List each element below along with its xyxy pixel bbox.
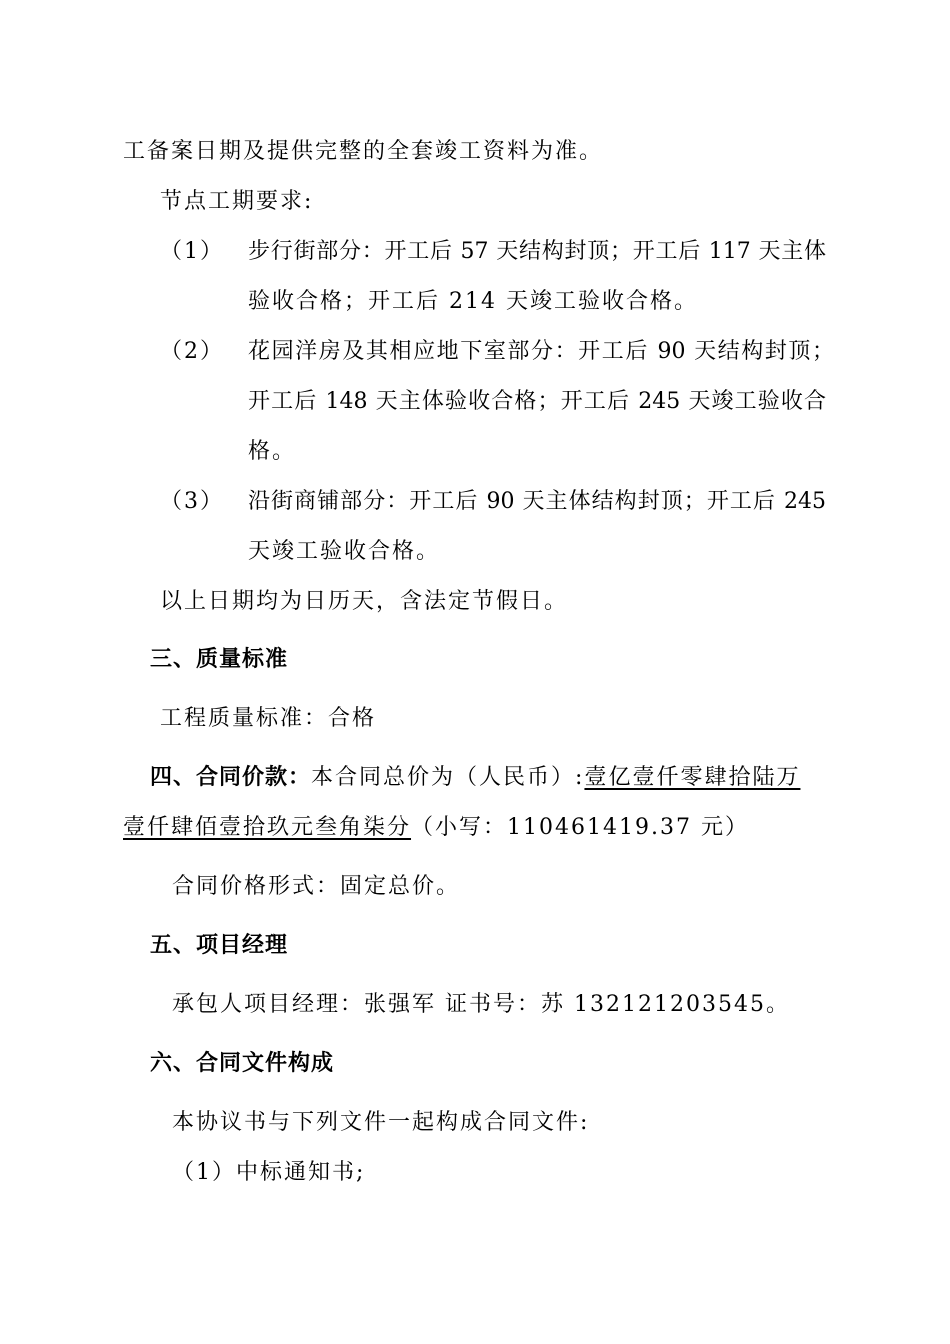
paragraph-milestone-intro: 节点工期要求:	[160, 189, 314, 214]
paragraph-contract-documents: 本协议书与下列文件一起构成合同文件:	[172, 1110, 590, 1135]
heading-contract-price: 四、合同价款：	[150, 765, 312, 790]
milestone-2-line-1: 花园洋房及其相应地下室部分：开工后 90 天结构封顶；	[248, 339, 834, 364]
milestone-2-number: （2）	[160, 339, 224, 364]
paragraph-completion-basis: 工备案日期及提供完整的全套竣工资料为准。	[123, 139, 604, 164]
milestone-3-line-2: 天竣工验收合格。	[248, 539, 441, 564]
milestone-2-line-2: 开工后 148 天主体验收合格；开工后 245 天竣工验收合	[248, 389, 826, 414]
heading-quality-standard: 三、质量标准	[150, 647, 289, 672]
paragraph-project-manager: 承包人项目经理：张强军 证书号：苏 132121203545。	[172, 992, 790, 1017]
contract-price-amount-part-1: 壹亿壹仟零肆拾陆万	[584, 765, 801, 790]
contract-price-small-amount: （小写：110461419.37 元）	[411, 815, 749, 840]
contract-price-amount-part-2: 壹仟肆佰壹拾玖元叁角柒分	[123, 815, 412, 840]
milestone-3-number: （3）	[160, 489, 224, 514]
milestone-2-line-3: 格。	[248, 439, 297, 464]
contract-price-line-1	[150, 763, 800, 793]
paragraph-calendar-note: 以上日期均为日历天，含法定节假日。	[160, 589, 569, 614]
milestone-3-line-1: 沿街商铺部分：开工后 90 天主体结构封顶；开工后 245	[248, 489, 826, 514]
milestone-1-line-1: 步行街部分：开工后 57 天结构封顶；开工后 117 天主体	[248, 239, 826, 264]
milestone-1-number: （1）	[160, 239, 224, 264]
contract-price-lead: 本合同总价为（人民币）:	[311, 765, 585, 790]
heading-project-manager: 五、项目经理	[150, 933, 289, 958]
heading-contract-documents: 六、合同文件构成	[150, 1051, 335, 1076]
contract-document-item-1: （1）中标通知书;	[172, 1160, 366, 1185]
contract-price-line-2	[123, 813, 749, 843]
paragraph-quality-standard: 工程质量标准：合格	[160, 706, 377, 731]
paragraph-price-form: 合同价格形式：固定总价。	[172, 874, 461, 899]
milestone-1-line-2: 验收合格；开工后 214 天竣工验收合格。	[248, 289, 698, 314]
